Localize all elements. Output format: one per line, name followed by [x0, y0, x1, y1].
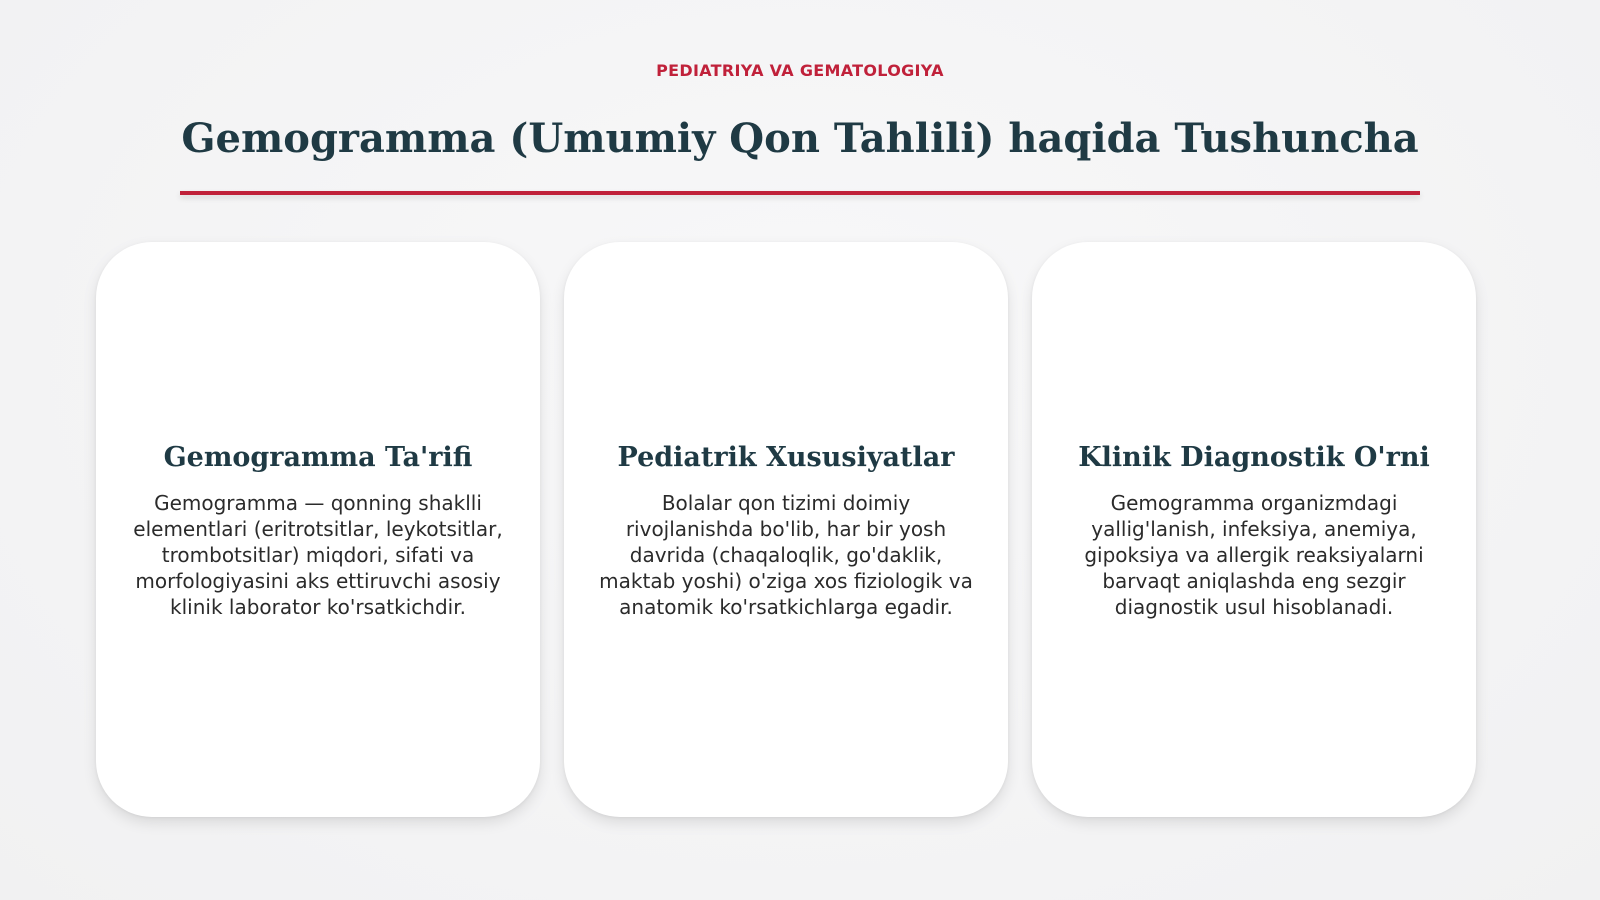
cards-row: [96, 242, 1476, 817]
card-text: Gemogramma — qonning shaklli elementlari (eritrotsitlar, leykotsitlar, trombotsitlar) miqdori, sifati va morfologiyasini aks ettiruvchi asosiy klinik laborator ko'rsatkichdir.: [133, 490, 503, 619]
card-pediatric-features: [564, 242, 1008, 817]
card-text: Bolalar qon tizimi doimiy rivojlanishda bo'lib, har bir yosh davrida (chaqaloqlik, go'daklik, maktab yoshi) o'ziga xos fiziologik va anatomik ko'rsatkichlarga egadir.: [599, 490, 973, 619]
card-title: Gemogramma Ta'rifi: [163, 441, 473, 473]
section-kicker: PEDIATRIYA VA GEMATOLOGIYA: [656, 61, 944, 80]
title-divider: [180, 191, 1420, 195]
card-text: Gemogramma organizmdagi yallig'lanish, infeksiya, anemiya, gipoksiya va allergik reaksiyalarni barvaqt aniqlashda eng sezgir diagnostik usul hisoblanadi.: [1084, 490, 1424, 619]
card-definition: [96, 242, 540, 817]
card-clinical-role: [1032, 242, 1476, 817]
card-title: Klinik Diagnostik O'rni: [1078, 441, 1430, 473]
card-title: Pediatrik Xususiyatlar: [617, 441, 955, 473]
page-title: Gemogramma (Umumiy Qon Tahlili) haqida Tushuncha: [181, 115, 1419, 162]
